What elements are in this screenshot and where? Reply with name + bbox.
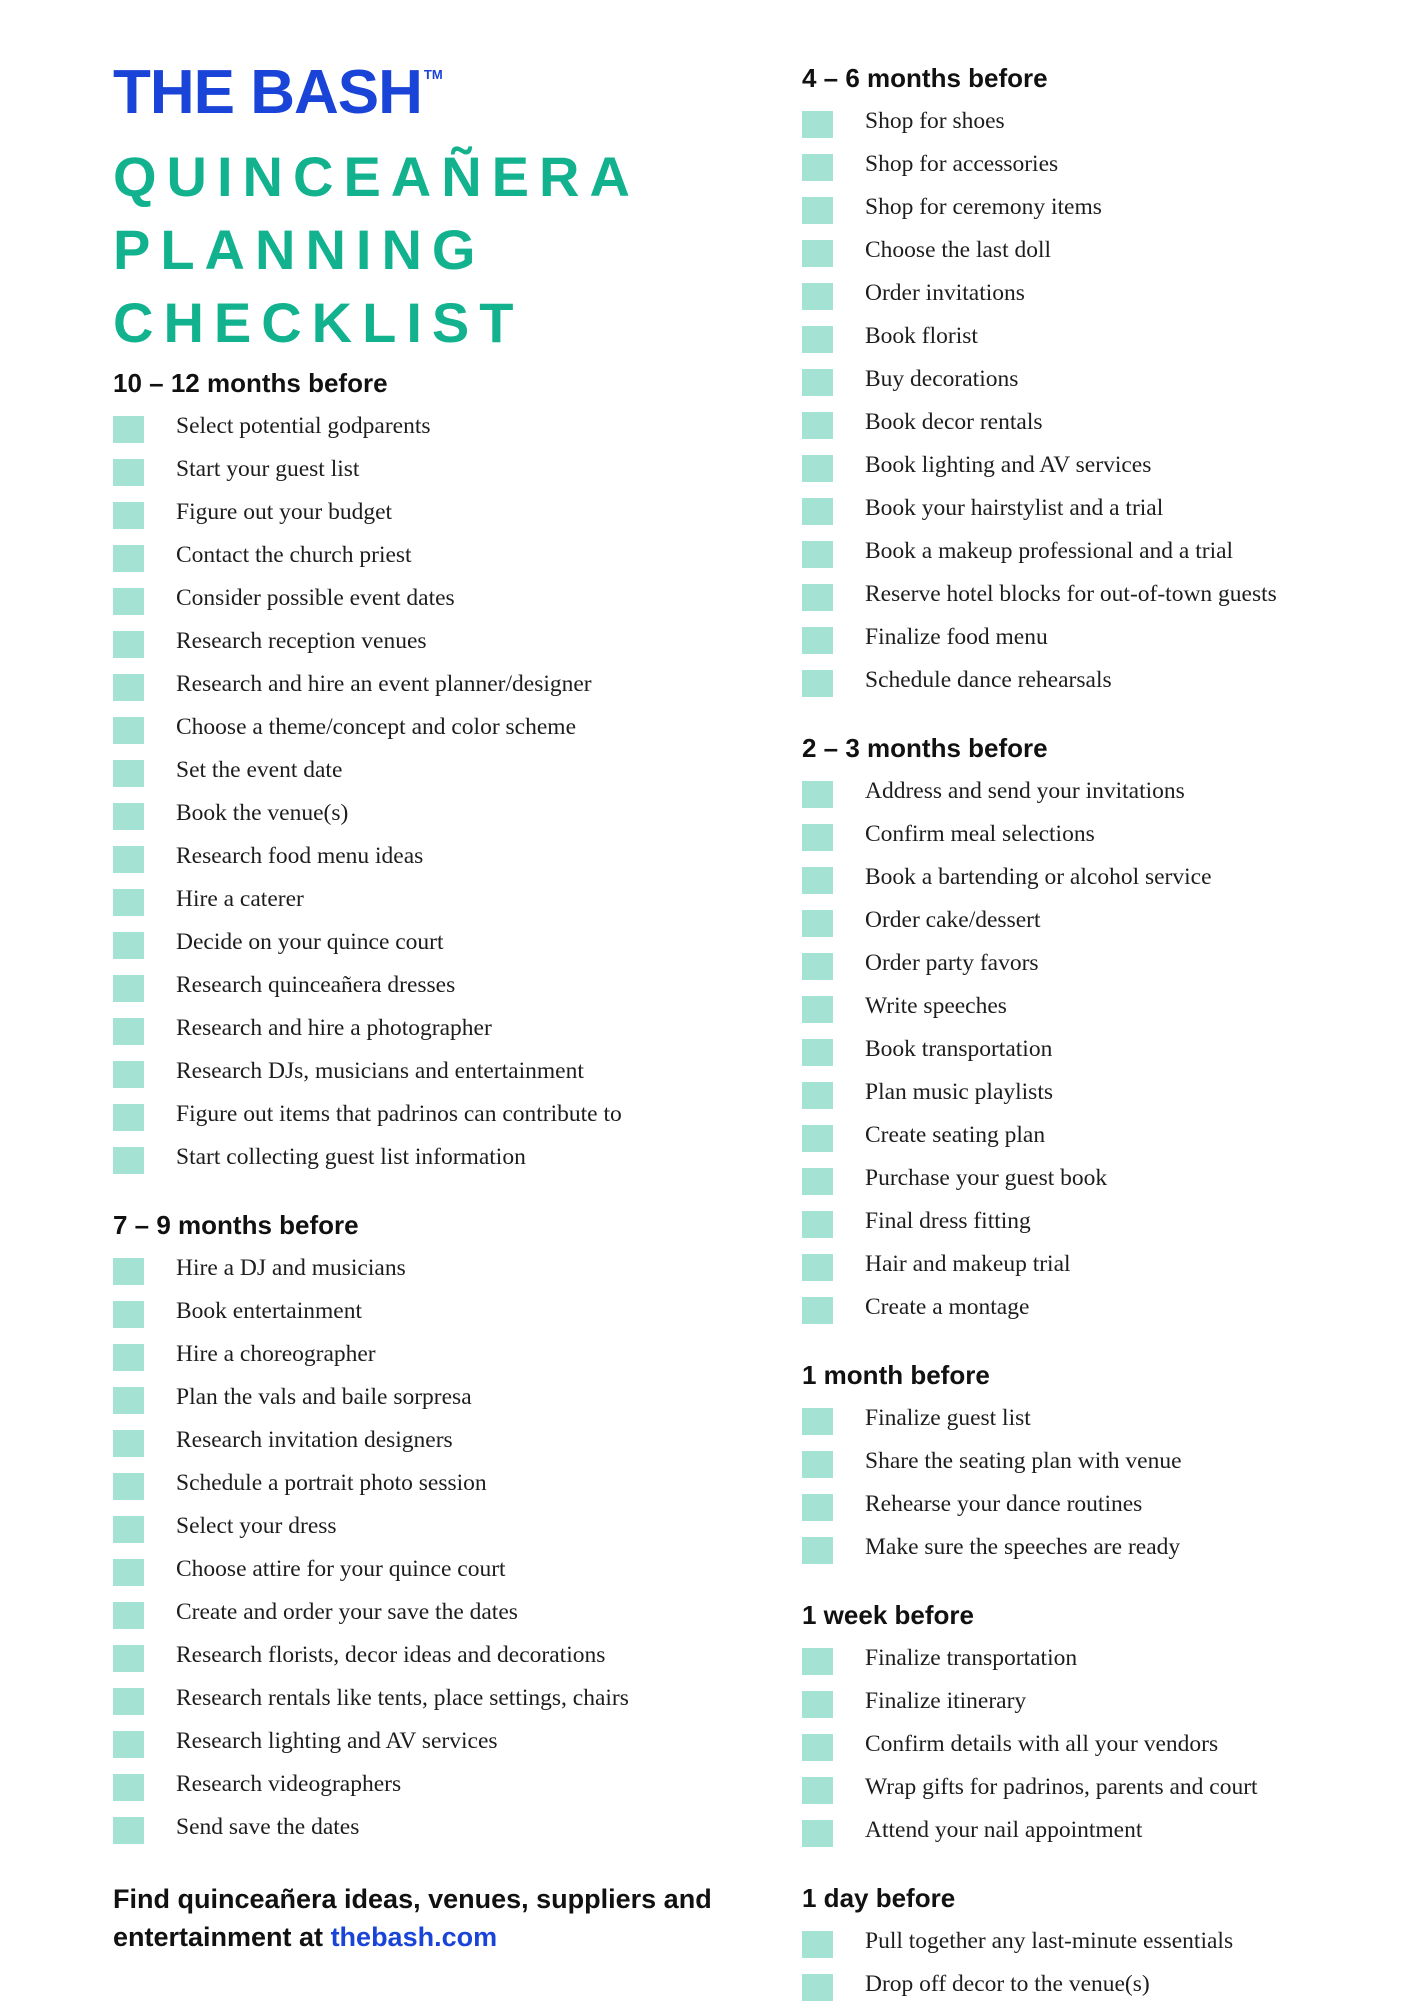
checkbox[interactable]: [113, 1645, 144, 1672]
checklist-item-label: Plan the vals and baile sorpresa: [176, 1383, 472, 1410]
checklist-item-label: Create seating plan: [865, 1121, 1046, 1148]
checklist-item: [113, 1375, 753, 1418]
checklist-item-label: Schedule dance rehearsals: [865, 666, 1112, 693]
checklist-item-label: Start collecting guest list information: [176, 1143, 526, 1170]
checkbox[interactable]: [802, 1082, 833, 1109]
section-heading: 1 week before: [802, 1600, 974, 1630]
checkbox[interactable]: [802, 1125, 833, 1152]
checklist-item-label: Research invitation designers: [176, 1426, 453, 1453]
checkbox[interactable]: [113, 1301, 144, 1328]
checklist-item: [802, 1439, 1414, 1482]
checkbox[interactable]: [802, 627, 833, 654]
checklist-item-label: Finalize transportation: [865, 1644, 1078, 1671]
checklist-item-label: Research florists, decor ideas and decorations: [176, 1641, 606, 1668]
checklist-item-label: Shop for ceremony items: [865, 193, 1102, 220]
checkbox[interactable]: [113, 545, 144, 572]
checklist: [802, 1396, 1414, 1568]
section-spacer: [113, 1178, 753, 1210]
checklist-item-label: Figure out your budget: [176, 498, 393, 525]
checkbox[interactable]: [802, 111, 833, 138]
checklist-item: [113, 1006, 753, 1049]
checkbox[interactable]: [113, 717, 144, 744]
checklist-item-label: Schedule a portrait photo session: [176, 1469, 487, 1496]
checklist-item-label: Select your dress: [176, 1512, 337, 1539]
checklist: [802, 1919, 1414, 2005]
checkbox[interactable]: [113, 975, 144, 1002]
checklist-item: [802, 1199, 1414, 1242]
checkbox[interactable]: [802, 541, 833, 568]
checkbox[interactable]: [802, 953, 833, 980]
checklist-item: [802, 1808, 1414, 1851]
checkbox[interactable]: [113, 459, 144, 486]
checklist-item-label: Hire a choreographer: [176, 1340, 376, 1367]
brand-name: THE BASH: [113, 58, 422, 127]
section-heading: 1 month before: [802, 1360, 990, 1390]
checklist-item: [802, 984, 1414, 1027]
checklist-item: [802, 529, 1414, 572]
checklist-item-label: Book lighting and AV services: [865, 451, 1152, 478]
checkbox[interactable]: [802, 670, 833, 697]
checkbox[interactable]: [113, 502, 144, 529]
checklist-item: [113, 834, 753, 877]
checklist-item-label: Research DJs, musicians and entertainment: [176, 1057, 584, 1084]
checklist-item-label: Shop for accessories: [865, 150, 1059, 177]
checklist-item: [113, 1676, 753, 1719]
checklist-item-label: Create and order your save the dates: [176, 1598, 518, 1625]
checklist-item-label: Confirm meal selections: [865, 820, 1095, 847]
section-heading: 7 – 9 months before: [113, 1210, 359, 1240]
section-spacer: [802, 1568, 1414, 1600]
checkbox[interactable]: [113, 1258, 144, 1285]
checklist-item-label: Book decor rentals: [865, 408, 1043, 435]
checklist-item-label: Book your hairstylist and a trial: [865, 494, 1164, 521]
checklist-item-label: Choose the last doll: [865, 236, 1052, 263]
checklist-item-label: Research and hire an event planner/designer: [176, 670, 592, 697]
checklist: [113, 404, 753, 1178]
checkbox[interactable]: [802, 326, 833, 353]
checkbox[interactable]: [113, 1473, 144, 1500]
checklist-item: [113, 1504, 753, 1547]
checklist-item-label: Order cake/dessert: [865, 906, 1041, 933]
checklist-item: [113, 705, 753, 748]
checklist-item-label: Purchase your guest book: [865, 1164, 1108, 1191]
title-line-3: CHECKLIST: [113, 291, 524, 354]
checklist-item: [113, 576, 753, 619]
checklist-item-label: Buy decorations: [865, 365, 1019, 392]
checkbox[interactable]: [802, 1211, 833, 1238]
checklist-item: [113, 1461, 753, 1504]
checklist-item-label: Book a bartending or alcohol service: [865, 863, 1212, 890]
checkbox[interactable]: [113, 631, 144, 658]
checkbox[interactable]: [802, 498, 833, 525]
checklist-item-label: Research reception venues: [176, 627, 427, 654]
checkbox[interactable]: [802, 154, 833, 181]
checklist-item-label: Decide on your quince court: [176, 928, 444, 955]
checklist-item-label: Book entertainment: [176, 1297, 362, 1324]
checklist-item: [113, 662, 753, 705]
checkbox[interactable]: [113, 1387, 144, 1414]
checkbox[interactable]: [113, 1147, 144, 1174]
checklist-item: [113, 447, 753, 490]
checklist-item: [113, 1289, 753, 1332]
checkbox[interactable]: [113, 1559, 144, 1586]
checkbox[interactable]: [802, 369, 833, 396]
checkbox[interactable]: [802, 1168, 833, 1195]
checkbox[interactable]: [113, 1104, 144, 1131]
checklist: [113, 1246, 753, 1848]
checklist-item-label: Send save the dates: [176, 1813, 360, 1840]
checklist-item-label: Plan music playlists: [865, 1078, 1053, 1105]
trademark: TM: [423, 67, 443, 82]
checklist-item-label: Share the seating plan with venue: [865, 1447, 1182, 1474]
checklist-item-label: Attend your nail appointment: [865, 1816, 1143, 1843]
checkbox[interactable]: [113, 1430, 144, 1457]
checklist-item: [802, 1765, 1414, 1808]
checklist-item: [113, 533, 753, 576]
section-heading: 1 day before: [802, 1883, 956, 1913]
checkbox[interactable]: [802, 455, 833, 482]
checklist-item: [113, 1590, 753, 1633]
checklist-item-label: Reserve hotel blocks for out-of-town guests: [865, 580, 1277, 607]
page-title: [113, 140, 640, 359]
checklist-item: [802, 572, 1414, 615]
footer-link[interactable]: thebash.com: [330, 1922, 498, 1952]
checklist-item: [113, 748, 753, 791]
checklist-item-label: Wrap gifts for padrinos, parents and court: [865, 1773, 1258, 1800]
checklist-item-label: Book florist: [865, 322, 978, 349]
section-heading: 2 – 3 months before: [802, 733, 1048, 763]
checkbox[interactable]: [802, 1777, 833, 1804]
checkbox[interactable]: [113, 803, 144, 830]
checklist-item: [802, 185, 1414, 228]
checkbox[interactable]: [802, 1297, 833, 1324]
checklist-item-label: Write speeches: [865, 992, 1007, 1019]
checklist-item: [802, 1156, 1414, 1199]
checklist-item: [802, 1242, 1414, 1285]
title-line-1: QUINCEAÑERA: [113, 145, 640, 208]
checklist-item-label: Start your guest list: [176, 455, 360, 482]
checklist-item: [802, 1482, 1414, 1525]
section-spacer: [802, 701, 1414, 733]
checklist-item: [113, 619, 753, 662]
checklist-item: [113, 1805, 753, 1848]
checkbox[interactable]: [113, 588, 144, 615]
checklist-item-label: Research videographers: [176, 1770, 402, 1797]
checkbox[interactable]: [802, 412, 833, 439]
checkbox[interactable]: [802, 910, 833, 937]
checkbox[interactable]: [113, 1817, 144, 1844]
checkbox[interactable]: [802, 1254, 833, 1281]
checkbox[interactable]: [802, 1537, 833, 1564]
checklist-item: [113, 791, 753, 834]
checklist-item-label: Set the event date: [176, 756, 343, 783]
checkbox[interactable]: [802, 781, 833, 808]
checklist-item: [802, 1285, 1414, 1328]
checkbox[interactable]: [113, 1061, 144, 1088]
checklist-item-label: Research rentals like tents, place settings, chairs: [176, 1684, 629, 1711]
checklist-item: [802, 271, 1414, 314]
checkbox[interactable]: [802, 1648, 833, 1675]
checkbox[interactable]: [802, 1691, 833, 1718]
checklist-item-label: Research quinceañera dresses: [176, 971, 456, 998]
checklist-item-label: Select potential godparents: [176, 412, 431, 439]
checklist-item-label: Figure out items that padrinos can contribute to: [176, 1100, 622, 1127]
checkbox[interactable]: [802, 240, 833, 267]
checklist-item-label: Drop off decor to the venue(s): [865, 1970, 1150, 1997]
checklist-item-label: Book the venue(s): [176, 799, 349, 826]
checklist-item: [802, 1525, 1414, 1568]
checklist-item-label: Research food menu ideas: [176, 842, 424, 869]
checklist-item: [802, 357, 1414, 400]
checklist-item-label: Make sure the speeches are ready: [865, 1533, 1181, 1560]
checklist-item-label: Shop for shoes: [865, 107, 1005, 134]
checklist-item: [802, 658, 1414, 701]
checklist-item-label: Choose attire for your quince court: [176, 1555, 506, 1582]
checklist-item-label: Create a montage: [865, 1293, 1030, 1320]
checklist-item: [113, 963, 753, 1006]
checklist-item: [802, 1636, 1414, 1679]
checklist-item-label: Contact the church priest: [176, 541, 412, 568]
checkbox[interactable]: [113, 932, 144, 959]
checklist-item: [113, 1246, 753, 1289]
checklist-item: [802, 1679, 1414, 1722]
section-heading: 4 – 6 months before: [802, 63, 1048, 93]
left-column: [113, 368, 753, 1848]
checklist-item-label: Order party favors: [865, 949, 1039, 976]
checklist-item: [113, 877, 753, 920]
checklist-item: [113, 1049, 753, 1092]
checklist-item: [802, 1919, 1414, 1962]
checkbox[interactable]: [802, 1039, 833, 1066]
checklist-item: [113, 1332, 753, 1375]
checklist-item: [802, 1027, 1414, 1070]
checkbox[interactable]: [113, 846, 144, 873]
checklist-item: [113, 1547, 753, 1590]
section-spacer: [802, 1851, 1414, 1883]
checklist-item: [802, 941, 1414, 984]
checklist-item: [113, 1092, 753, 1135]
checklist-item: [113, 1719, 753, 1762]
checklist-item: [802, 314, 1414, 357]
checkbox[interactable]: [113, 416, 144, 443]
checkbox[interactable]: [802, 1931, 833, 1958]
footer-text: Find quinceañera ideas, venues, suppliers and entertainment at: [113, 1884, 712, 1952]
checklist-item-label: Finalize guest list: [865, 1404, 1031, 1431]
checklist-item: [113, 490, 753, 533]
checkbox[interactable]: [113, 1344, 144, 1371]
checklist-item: [802, 1113, 1414, 1156]
checklist-item: [802, 1070, 1414, 1113]
checklist-item-label: Book transportation: [865, 1035, 1053, 1062]
checkbox[interactable]: [802, 1820, 833, 1847]
title-line-2: PLANNING: [113, 218, 486, 281]
checkbox[interactable]: [113, 1774, 144, 1801]
checkbox[interactable]: [113, 674, 144, 701]
checklist-item: [802, 400, 1414, 443]
checklist-item-label: Research and hire a photographer: [176, 1014, 492, 1041]
checklist-item: [802, 142, 1414, 185]
checkbox[interactable]: [113, 1731, 144, 1758]
checklist-item-label: Finalize food menu: [865, 623, 1048, 650]
checkbox[interactable]: [802, 1451, 833, 1478]
checkbox[interactable]: [113, 1516, 144, 1543]
checklist-item-label: Hire a caterer: [176, 885, 304, 912]
checkbox[interactable]: [802, 1734, 833, 1761]
checklist-item: [113, 1135, 753, 1178]
checklist-item: [113, 1633, 753, 1676]
checkbox[interactable]: [802, 867, 833, 894]
section-spacer: [802, 1328, 1414, 1360]
checklist-item: [113, 404, 753, 447]
checkbox[interactable]: [802, 996, 833, 1023]
checkbox[interactable]: [802, 1494, 833, 1521]
checklist-item-label: Address and send your invitations: [865, 777, 1185, 804]
checklist-item-label: Rehearse your dance routines: [865, 1490, 1143, 1517]
checklist-item-label: Book a makeup professional and a trial: [865, 537, 1234, 564]
checklist-item-label: Consider possible event dates: [176, 584, 455, 611]
checkbox[interactable]: [113, 1688, 144, 1715]
checklist-item: [802, 486, 1414, 529]
checklist-item-label: Order invitations: [865, 279, 1025, 306]
checklist-item-label: Hair and makeup trial: [865, 1250, 1071, 1277]
checklist-item-label: Pull together any last-minute essentials: [865, 1927, 1234, 1954]
checklist-item: [802, 812, 1414, 855]
checklist-item: [802, 769, 1414, 812]
checklist-item: [113, 1762, 753, 1805]
checkbox[interactable]: [802, 1408, 833, 1435]
checkbox[interactable]: [113, 1018, 144, 1045]
checklist-item: [802, 1722, 1414, 1765]
checkbox[interactable]: [802, 584, 833, 611]
checklist-item-label: Choose a theme/concept and color scheme: [176, 713, 577, 740]
checklist-item: [802, 443, 1414, 486]
checkbox[interactable]: [802, 1974, 833, 2001]
checklist-item: [802, 228, 1414, 271]
checklist-item: [802, 855, 1414, 898]
checklist-item-label: Finalize itinerary: [865, 1687, 1027, 1714]
checklist-item: [802, 99, 1414, 142]
footer: [113, 1880, 753, 1956]
checklist-item-label: Confirm details with all your vendors: [865, 1730, 1219, 1757]
checklist: [802, 1636, 1414, 1851]
right-column: [802, 63, 1414, 2005]
checklist-item: [113, 920, 753, 963]
checklist-item: [802, 1962, 1414, 2005]
section-heading: 10 – 12 months before: [113, 368, 388, 398]
checkbox[interactable]: [113, 1602, 144, 1629]
brand-logo: [113, 58, 443, 127]
checklist-item-label: Final dress fitting: [865, 1207, 1031, 1234]
checklist: [802, 769, 1414, 1328]
checklist: [802, 99, 1414, 701]
checklist-item: [802, 1396, 1414, 1439]
checklist-item-label: Research lighting and AV services: [176, 1727, 498, 1754]
checklist-item-label: Hire a DJ and musicians: [176, 1254, 406, 1281]
checkbox[interactable]: [802, 197, 833, 224]
checklist-item: [802, 615, 1414, 658]
checklist-item: [802, 898, 1414, 941]
checklist-item: [113, 1418, 753, 1461]
checkbox[interactable]: [802, 824, 833, 851]
checkbox[interactable]: [802, 283, 833, 310]
checkbox[interactable]: [113, 760, 144, 787]
checkbox[interactable]: [113, 889, 144, 916]
